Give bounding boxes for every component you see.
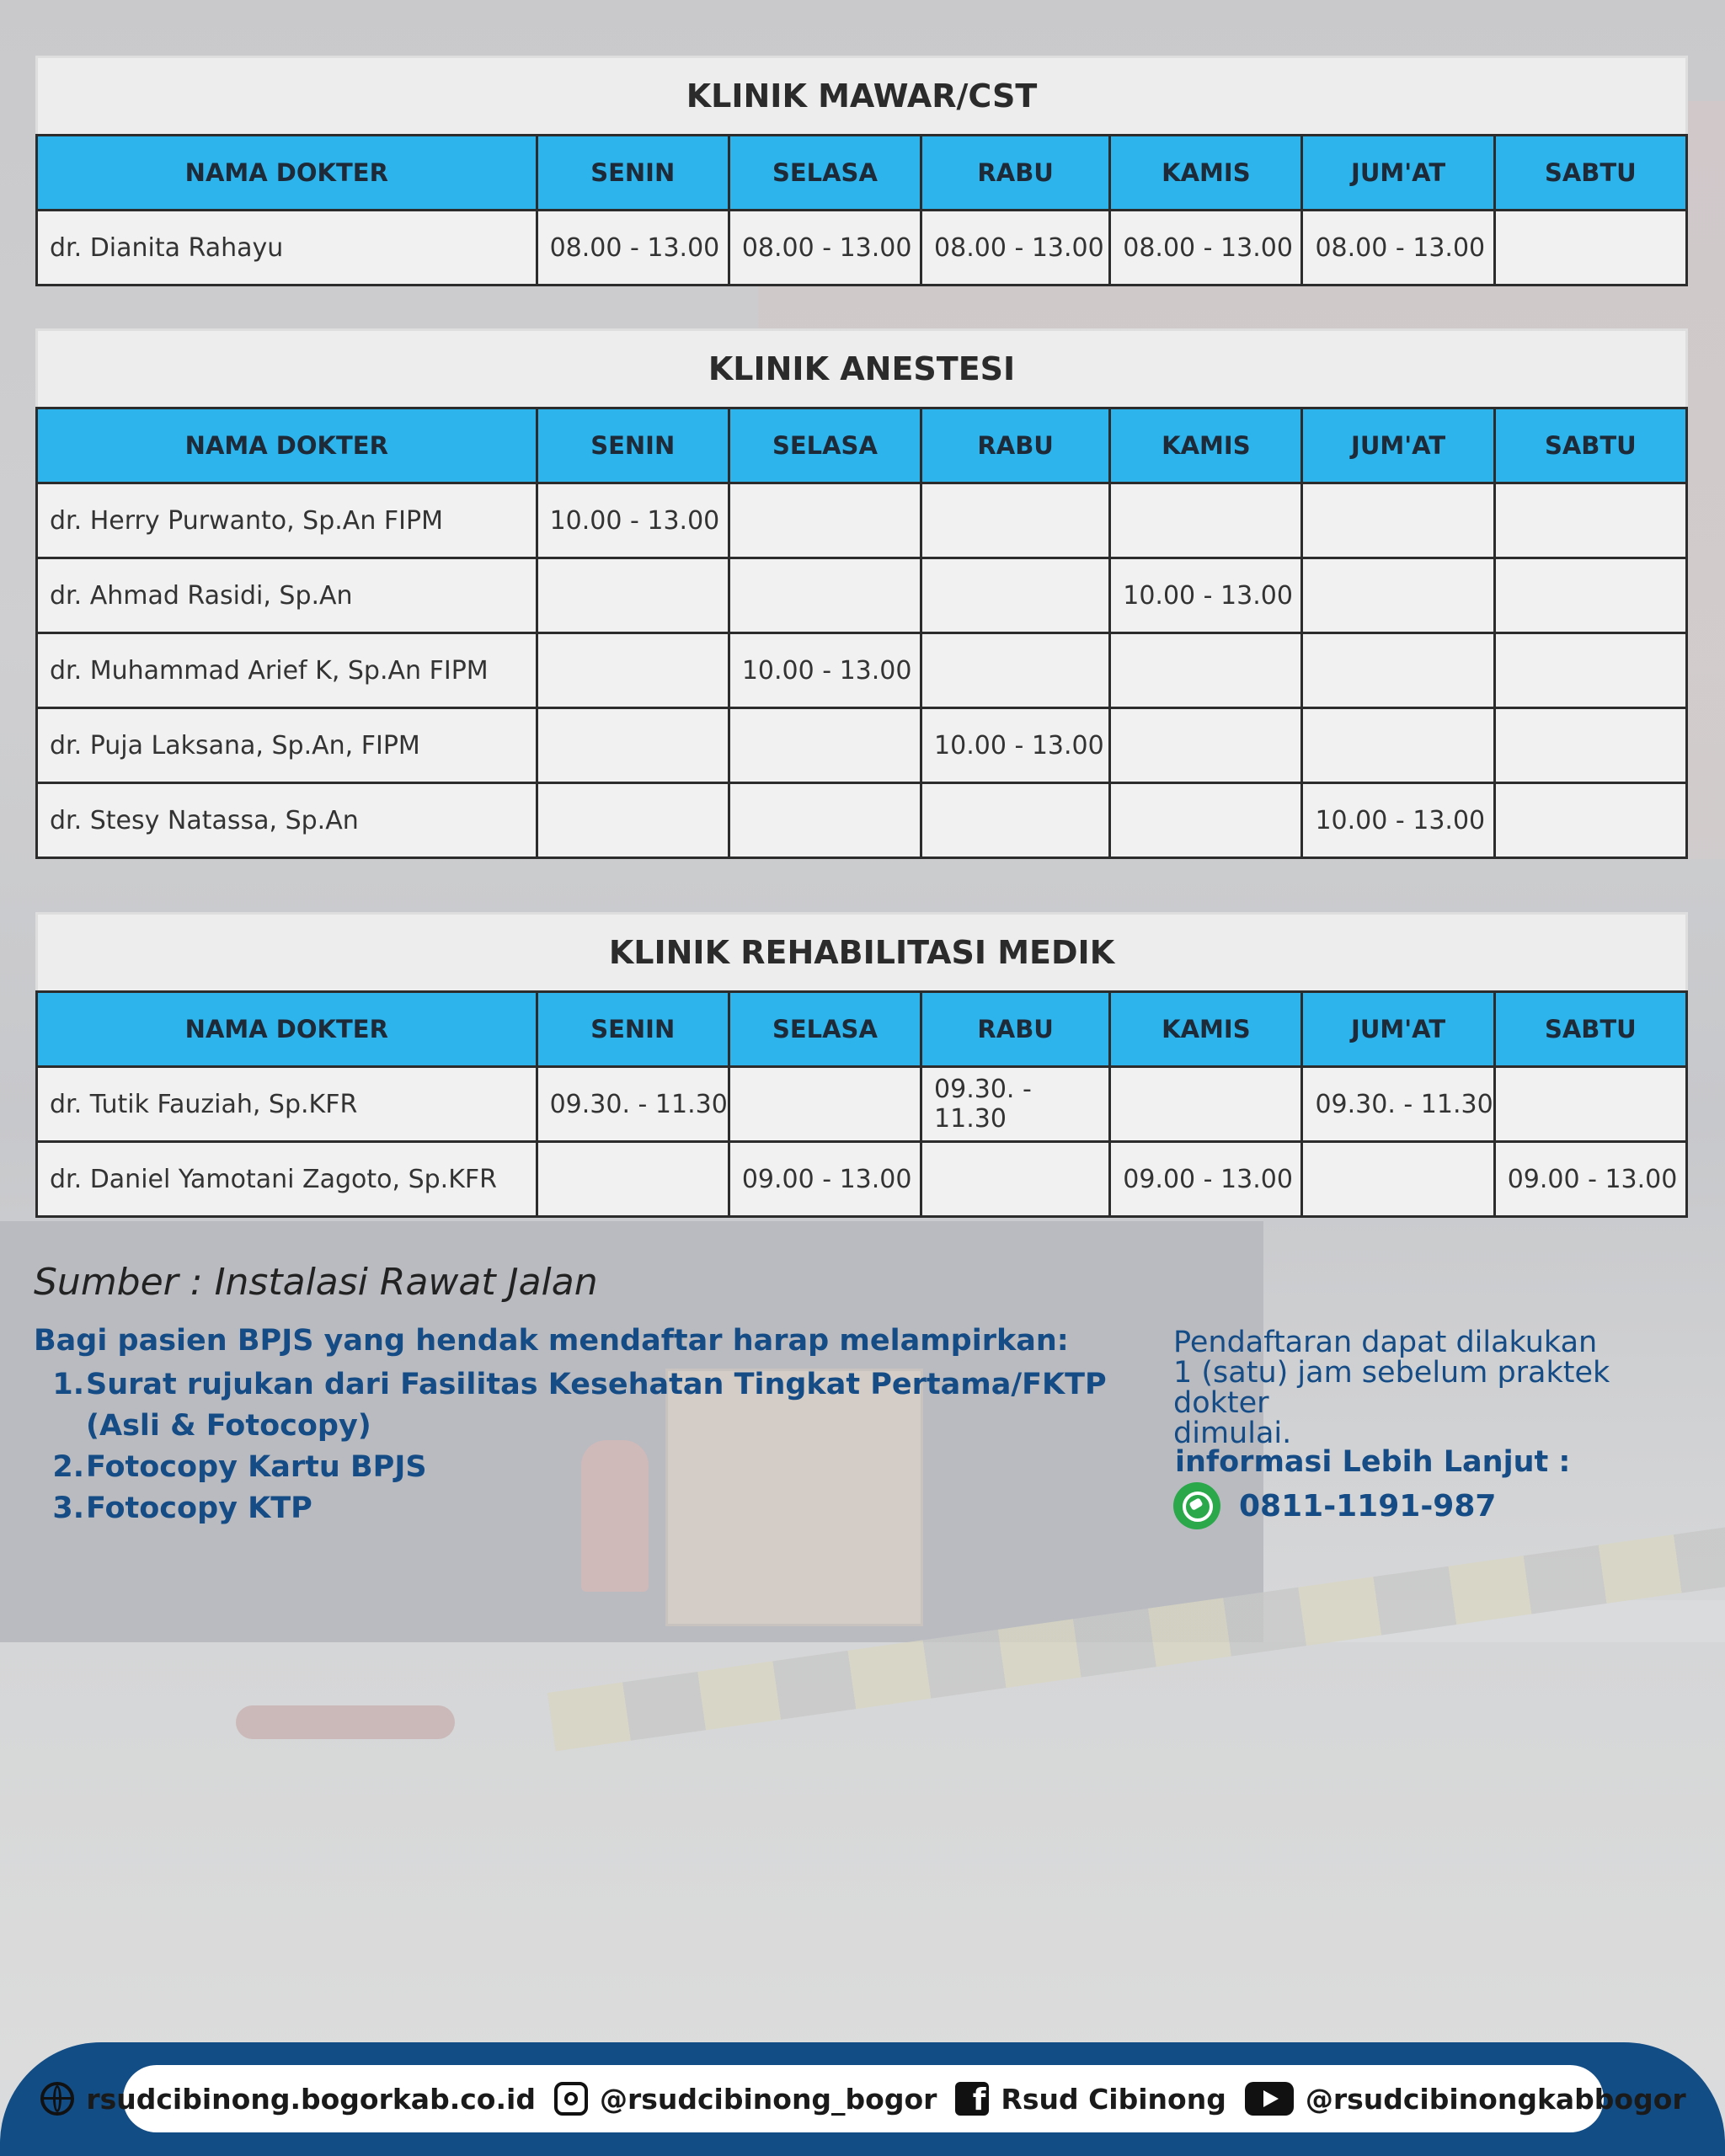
table-row [37,633,1687,708]
schedule-cell [921,783,1110,858]
header-cell: RABU [921,992,1110,1067]
schedule-cell [1110,1067,1302,1142]
schedule-cell: 10.00 - 13.00 [729,633,921,708]
instagram-link[interactable] [554,2082,937,2116]
schedule-table [35,407,1688,859]
schedule-cell [537,783,729,858]
schedule-cell [729,483,921,558]
note-line: Pendaftaran dapat dilakukan [1173,1326,1598,1359]
header-cell: SENIN [537,992,729,1067]
section-title: KLINIK ANESTESI [35,328,1688,407]
header-cell: KAMIS [1110,992,1302,1067]
list-text-line: (Asli & Fotocopy) [86,1409,371,1443]
section-title: KLINIK REHABILITASI MEDIK [35,912,1688,990]
phone-contact[interactable] [1173,1482,1496,1529]
schedule-cell [537,708,729,783]
schedule-cell [1494,211,1686,286]
header-cell: NAMA DOKTER [37,136,537,211]
schedule-cell [921,558,1110,633]
header-cell: JUM'AT [1302,408,1494,483]
header-cell: SABTU [1494,992,1686,1067]
schedule-cell: 10.00 - 13.00 [1302,783,1494,858]
schedule-cell [1110,483,1302,558]
list-item [52,1364,1107,1447]
header-cell: RABU [921,408,1110,483]
source-note: Sumber : Instalasi Rawat Jalan [34,1261,598,1304]
requirements-list [52,1364,1107,1529]
background-pipe [236,1705,455,1739]
schedule-cell [921,633,1110,708]
header-cell: SABTU [1494,136,1686,211]
header-cell: JUM'AT [1302,992,1494,1067]
doctor-name: dr. Daniel Yamotani Zagoto, Sp.KFR [37,1142,537,1217]
globe-icon [40,2082,74,2116]
schedule-cell: 08.00 - 13.00 [921,211,1110,286]
table-header-row [37,136,1687,211]
list-text [86,1364,1107,1447]
schedule-cell: 08.00 - 13.00 [1110,211,1302,286]
header-cell: SENIN [537,408,729,483]
schedule-cell: 09.30. - 11.30 [1302,1067,1494,1142]
note-line: dimulai. [1173,1417,1292,1450]
website-link[interactable] [40,2082,536,2116]
header-cell: NAMA DOKTER [37,408,537,483]
header-cell: NAMA DOKTER [37,992,537,1067]
schedule-cell: 09.00 - 13.00 [729,1142,921,1217]
schedule-cell: 09.00 - 13.00 [1494,1142,1686,1217]
schedule-cell [537,633,729,708]
table-row [37,483,1687,558]
facebook-text: Rsud Cibinong [1001,2082,1226,2116]
schedule-cell [1494,783,1686,858]
list-item [52,1447,1107,1488]
header-cell: KAMIS [1110,136,1302,211]
section-title: KLINIK MAWAR/CST [35,56,1688,134]
youtube-link[interactable] [1245,2082,1686,2116]
schedule-cell [1494,483,1686,558]
facebook-icon: f [955,2082,989,2116]
table-row [37,558,1687,633]
schedule-cell [921,1142,1110,1217]
note-line: 1 (satu) jam sebelum praktek dokter [1173,1356,1610,1420]
schedule-section-mawar [35,56,1688,286]
list-text: Fotocopy KTP [86,1492,312,1525]
list-number: 1. [52,1368,84,1401]
schedule-section-rehabilitasi-medik [35,912,1688,1218]
header-cell: JUM'AT [1302,136,1494,211]
table-row [37,211,1687,286]
schedule-table [35,134,1688,286]
doctor-name: dr. Dianita Rahayu [37,211,537,286]
list-number: 3. [52,1492,84,1525]
whatsapp-icon [1173,1482,1220,1529]
youtube-icon [1245,2082,1294,2116]
schedule-cell [537,558,729,633]
schedule-cell [1110,783,1302,858]
doctor-name: dr. Tutik Fauziah, Sp.KFR [37,1067,537,1142]
header-cell: SELASA [729,992,921,1067]
schedule-cell [729,1067,921,1142]
schedule-cell: 09.30. - 11.30 [537,1067,729,1142]
header-cell: SABTU [1494,408,1686,483]
info-heading: informasi Lebih Lanjut : [1175,1445,1571,1479]
schedule-cell [1302,558,1494,633]
doctor-name: dr. Stesy Natassa, Sp.An [37,783,537,858]
registration-note [1173,1327,1712,1449]
schedule-cell: 08.00 - 13.00 [1302,211,1494,286]
list-item [52,1488,1107,1529]
schedule-cell: 10.00 - 13.00 [921,708,1110,783]
list-number: 2. [52,1450,84,1484]
schedule-cell [1302,1142,1494,1217]
requirements-heading: Bagi pasien BPJS yang hendak mendaftar harap melampirkan: [34,1324,1069,1358]
header-cell: SENIN [537,136,729,211]
facebook-link[interactable] [955,2082,1226,2116]
website-text: rsudcibinong.bogorkab.co.id [86,2082,536,2116]
schedule-cell: 08.00 - 13.00 [537,211,729,286]
schedule-cell: 09.30. - 11.30 [921,1067,1110,1142]
doctor-name: dr. Muhammad Arief K, Sp.An FIPM [37,633,537,708]
schedule-cell [1110,633,1302,708]
schedule-cell [1302,483,1494,558]
schedule-cell [1302,633,1494,708]
schedule-cell [729,558,921,633]
table-header-row [37,992,1687,1067]
schedule-cell [537,1142,729,1217]
schedule-cell [1494,633,1686,708]
table-header-row [37,408,1687,483]
header-cell: SELASA [729,408,921,483]
schedule-cell [1110,708,1302,783]
youtube-text: @rsudcibinongkabbogor [1305,2082,1686,2116]
schedule-section-anestesi [35,328,1688,859]
header-cell: KAMIS [1110,408,1302,483]
schedule-cell [1302,708,1494,783]
schedule-cell [729,708,921,783]
table-row [37,1142,1687,1217]
schedule-table [35,990,1688,1218]
schedule-cell: 10.00 - 13.00 [1110,558,1302,633]
schedule-cell: 10.00 - 13.00 [537,483,729,558]
doctor-name: dr. Puja Laksana, Sp.An, FIPM [37,708,537,783]
schedule-cell [1494,558,1686,633]
instagram-text: @rsudcibinong_bogor [599,2082,937,2116]
list-text: Fotocopy Kartu BPJS [86,1450,427,1484]
header-cell: RABU [921,136,1110,211]
schedule-cell [921,483,1110,558]
list-text-line: Surat rujukan dari Fasilitas Kesehatan Tingkat Pertama/FKTP [86,1368,1107,1401]
doctor-name: dr. Herry Purwanto, Sp.An FIPM [37,483,537,558]
table-row [37,708,1687,783]
instagram-icon [554,2082,588,2116]
schedule-cell [1494,1067,1686,1142]
table-row [37,783,1687,858]
phone-number: 0811-1191-987 [1239,1488,1497,1524]
schedule-cell: 08.00 - 13.00 [729,211,921,286]
doctor-name: dr. Ahmad Rasidi, Sp.An [37,558,537,633]
schedule-cell: 09.00 - 13.00 [1110,1142,1302,1217]
table-row [37,1067,1687,1142]
header-cell: SELASA [729,136,921,211]
schedule-cell [1494,708,1686,783]
schedule-cell [729,783,921,858]
footer-social-bar [86,2065,1686,2132]
